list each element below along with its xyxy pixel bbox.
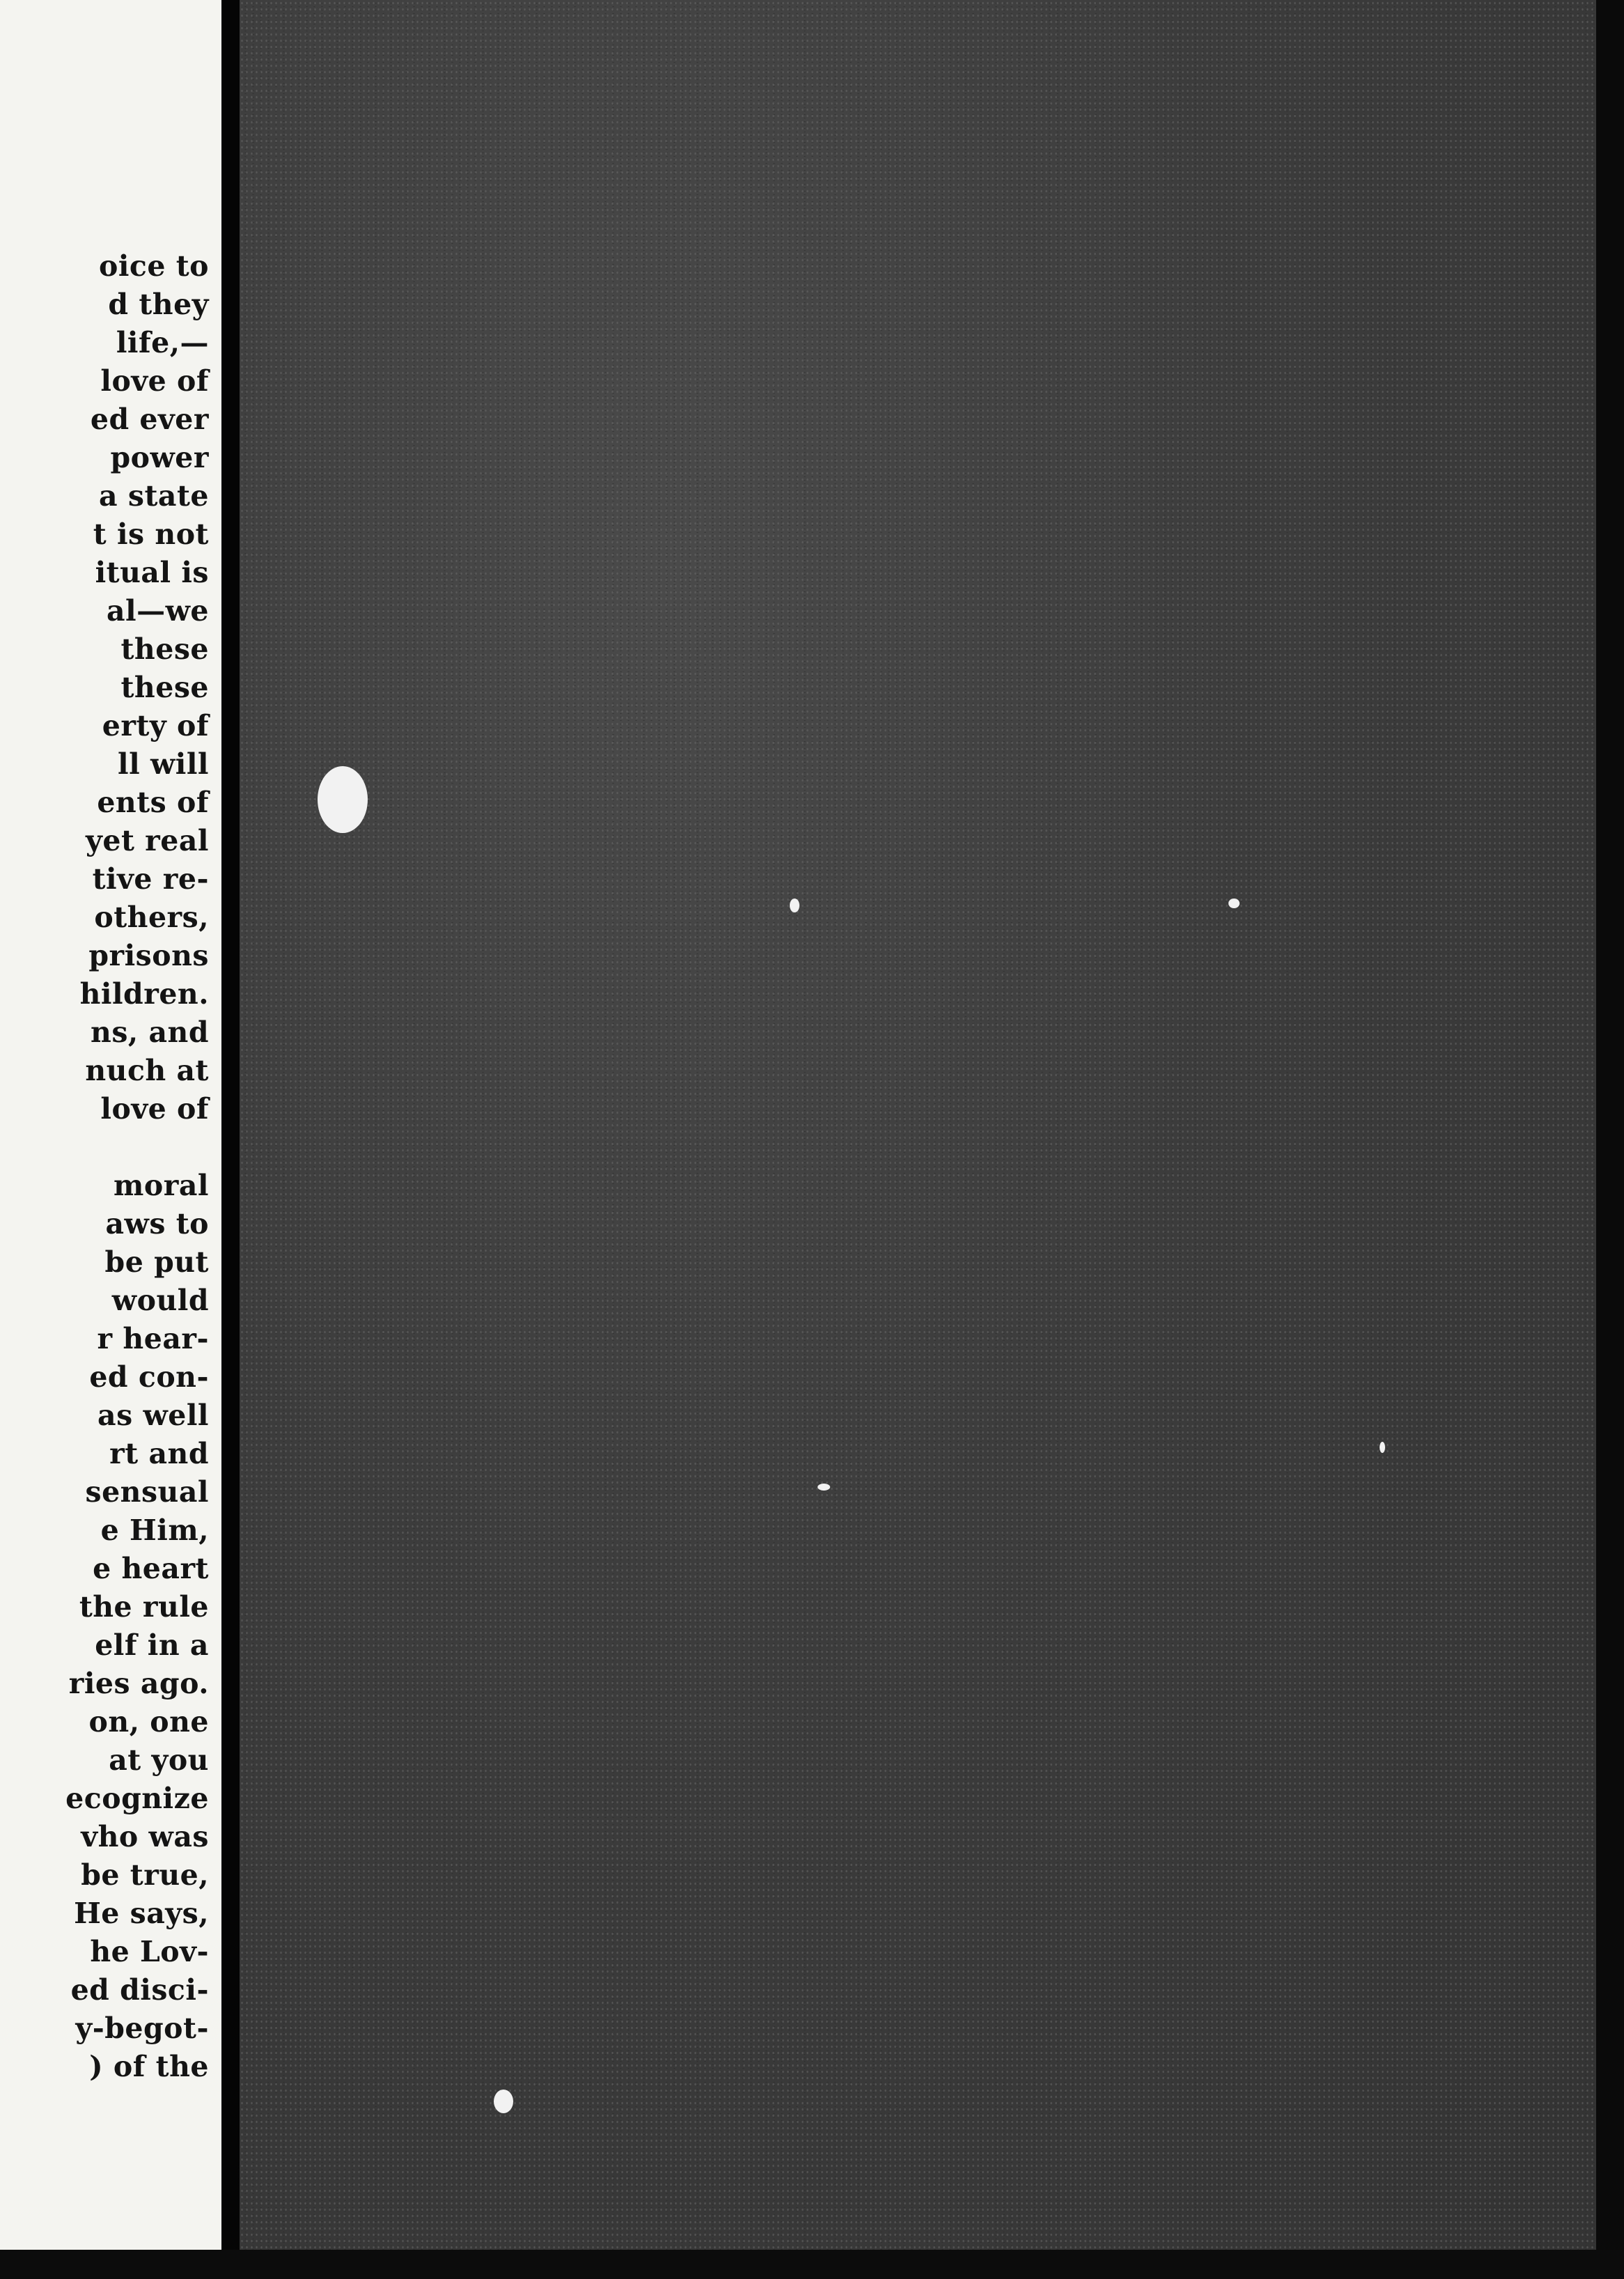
text-line: r hear- <box>97 1322 209 1355</box>
left-page-text-column <box>0 247 209 2086</box>
text-line: ns, and <box>91 1016 209 1049</box>
text-line: others, <box>94 901 209 934</box>
text-line: ed ever <box>90 403 209 436</box>
white-blemish <box>318 766 368 833</box>
text-line: e heart <box>93 1552 209 1585</box>
text-line: ecognize <box>65 1782 209 1815</box>
text-line: love of <box>100 1092 209 1126</box>
text-line: a state <box>99 479 209 513</box>
text-line: the rule <box>79 1590 209 1624</box>
cover-texture <box>240 0 1624 2279</box>
text-line: these <box>120 632 209 666</box>
text-line: nuch at <box>85 1054 209 1087</box>
white-blemish <box>818 1484 830 1491</box>
left-page-fragment <box>0 0 221 2250</box>
text-line: prisons <box>88 939 209 972</box>
dark-cover-board <box>240 0 1624 2279</box>
text-line: on, one <box>88 1705 209 1739</box>
text-line: power <box>110 441 209 474</box>
white-blemish <box>1380 1442 1385 1453</box>
text-line: elf in a <box>95 1628 209 1662</box>
text-line: at you <box>109 1743 209 1777</box>
text-line: erty of <box>102 709 209 742</box>
text-line: ed disci- <box>70 1973 209 2007</box>
text-line: itual is <box>95 556 209 589</box>
text-line: al—we <box>106 594 209 628</box>
text-line: love of <box>100 364 209 398</box>
white-blemish <box>790 899 799 912</box>
text-line: hildren. <box>79 977 209 1011</box>
text-line: rt and <box>109 1437 209 1470</box>
text-line: ) of the <box>89 2050 209 2083</box>
white-blemish <box>494 2090 513 2113</box>
text-line: be put <box>104 1245 209 1279</box>
text-line: ed con- <box>89 1360 209 1394</box>
binding-edge <box>221 0 240 2279</box>
text-line: ents of <box>97 786 209 819</box>
text-line: be true, <box>81 1858 209 1892</box>
white-blemish <box>1228 899 1240 908</box>
text-line: sensual <box>85 1475 209 1509</box>
text-line: would <box>111 1284 209 1317</box>
text-line: yet real <box>86 824 209 857</box>
text-line: aws to <box>105 1207 209 1240</box>
paragraph-gap <box>0 1128 209 1167</box>
text-line: tive re- <box>92 862 209 896</box>
text-line: ries ago. <box>68 1667 209 1700</box>
cover-right-edge <box>1596 0 1624 2279</box>
text-line: ll will <box>118 747 209 781</box>
text-line: y-begot- <box>75 2012 209 2045</box>
text-line: moral <box>114 1169 209 1202</box>
text-line: e Him, <box>100 1514 209 1547</box>
text-line: d they <box>108 288 209 321</box>
text-line: t is not <box>93 518 209 551</box>
text-line: these <box>120 671 209 704</box>
bottom-edge <box>0 2250 1624 2279</box>
text-line: life,— <box>116 326 209 359</box>
text-line: vho was <box>81 1820 209 1853</box>
text-line: he Lov- <box>90 1935 209 1968</box>
text-line: oice to <box>98 249 209 283</box>
text-line: He says, <box>74 1897 209 1930</box>
text-line: as well <box>97 1399 209 1432</box>
